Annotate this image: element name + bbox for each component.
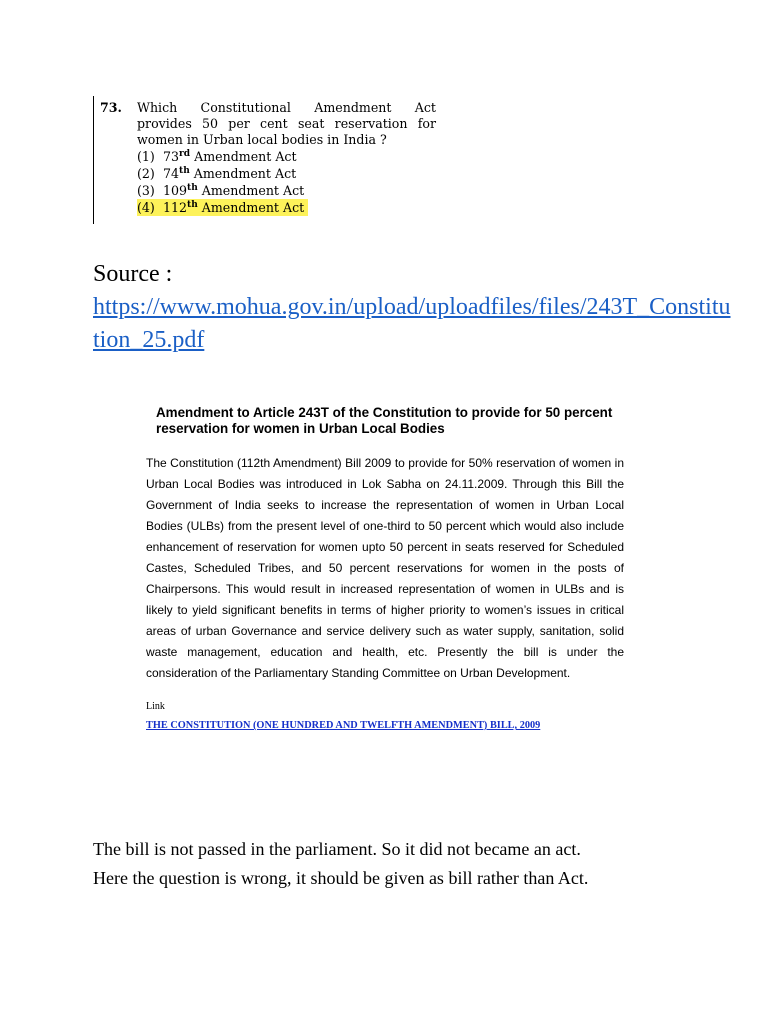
option-2-value: 74 (163, 166, 180, 181)
conclusion-text (93, 835, 733, 893)
conclusion-line-2: Here the question is wrong, it should be given as bill rather than Act. (93, 868, 589, 888)
question-text-line-3: women in Urban local bodies in India ? (137, 132, 387, 147)
option-3-value: 109 (163, 183, 188, 198)
option-4-text: Amendment Act (201, 200, 305, 215)
document-link-label: Link (146, 701, 165, 712)
source-section (93, 258, 733, 357)
option-1-suffix: rd (179, 149, 191, 159)
document-bill-link[interactable]: THE CONSTITUTION (ONE HUNDRED AND TWELFTH AMENDMENT) BILL, 2009 (146, 720, 541, 731)
conclusion-line-1: The bill is not passed in the parliament. So it did not became an act. (93, 839, 581, 859)
option-2 (137, 165, 296, 182)
source-label: Source : (93, 261, 173, 287)
document-heading: Amendment to Article 243T of the Constitution to provide for 50 percent reservation for women in Urban Local Bodies (156, 405, 613, 436)
option-1-number: (1) (137, 149, 155, 164)
option-4-suffix: th (187, 200, 198, 210)
option-2-suffix: th (179, 166, 190, 176)
option-2-text: Amendment Act (193, 166, 297, 181)
option-3 (137, 182, 304, 199)
question-text-line-2: provides 50 per cent seat reservation for (137, 116, 436, 131)
question-text-line-1: Which Constitutional Amendment Act (137, 100, 436, 115)
document-body: The Constitution (112th Amendment) Bill 2009 to provide for 50% reservation of women in Urban Local Bodies was introduced in Lok Sabha on 24.11.2009. Through this Bill the Government of India seeks to increase the representation of women in Urban Local Bodies (ULBs) from the present level of one-third to 50 percent which would also include enhancement of reservation for women upto 50 percent in seats reserved for Scheduled Castes, Scheduled Tribes, and 50 percent reservations for women in the posts of Chairpersons. This would result in increased representation of women in ULBs and is likely to yield significant benefits in terms of higher priority to women’s issues in critical areas of urban Governance and service delivery such as water supply, sanitation, solid waste management, education and health, etc. Presently the bill is under the consideration of the Parliamentary Standing Committee on Urban Development. (146, 456, 624, 680)
document-excerpt (146, 405, 624, 733)
option-4-highlighted (137, 199, 308, 216)
option-1 (137, 148, 297, 165)
question-number: 73. (100, 100, 122, 115)
source-link[interactable]: https://www.mohua.gov.in/upload/uploadfiles/files/243T_Constitution_25.pdf (93, 294, 731, 353)
option-2-number: (2) (137, 166, 155, 181)
option-4-number: (4) (137, 200, 155, 215)
question-block (93, 96, 444, 224)
option-4-value: 112 (163, 200, 188, 215)
option-3-number: (3) (137, 183, 155, 198)
option-1-text: Amendment Act (194, 149, 297, 164)
option-3-suffix: th (187, 183, 198, 193)
option-3-text: Amendment Act (201, 183, 305, 198)
option-1-value: 73 (163, 149, 180, 164)
